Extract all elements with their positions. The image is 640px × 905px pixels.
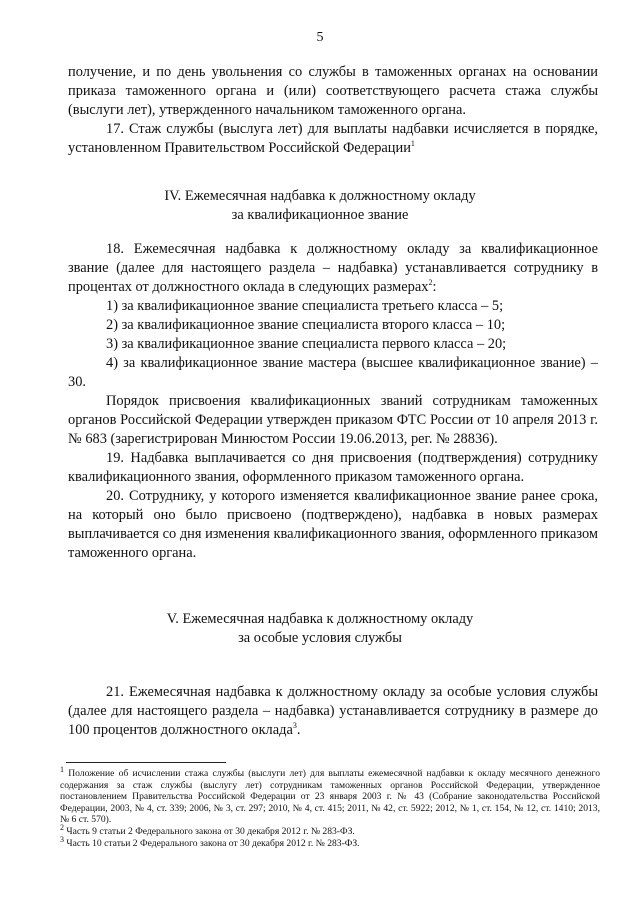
paragraph-19: 19. Надбавка выплачивается со дня присвоения (подтверждения) сотруднику квалификационного звания, оформленного приказом таможенного органа. — [68, 450, 598, 485]
text-block-section-v — [68, 683, 598, 740]
section-iv-title-line1: IV. Ежемесячная надбавка к должностному окладу — [164, 188, 476, 204]
paragraph-20: 20. Сотруднику, у которого изменяется квалификационное звание ранее срока, на который оно было присвоено (подтверждено), надбавка в новых размерах выплачивается со дня изменения квалификационного звания, оформленного приказом таможенного органа. — [68, 488, 598, 561]
footnotes — [60, 764, 600, 849]
footnote-3: $^3$ Часть 10 статьи 2 Федерального закона от 30 декабря 2012 г. № 283-ФЗ. — [60, 834, 360, 849]
section-v-title-line2: за особые условия службы — [238, 630, 402, 646]
footnote-divider — [66, 762, 226, 763]
footnote-ref-3: 3 — [292, 721, 297, 731]
footnote-3-mark: 3 — [60, 834, 64, 844]
footnote-ref-2: 2 — [428, 278, 433, 288]
list-item-3: 3) за квалификационное звание специалиста первого класса – 20; — [106, 336, 507, 352]
list-item-4: 4) за квалификационное звание мастера (высшее квалификационное звание) – 30. — [68, 355, 598, 390]
footnote-2: $^2$ Часть 9 статьи 2 Федерального закона от 30 декабря 2012 г. № 283-ФЗ. — [60, 822, 355, 837]
text-block-section-iv — [68, 240, 598, 563]
section-v-title-line1: V. Ежемесячная надбавка к должностному окладу — [166, 611, 474, 627]
paragraph-21: 21. Ежемесячная надбавка к должностному окладу за особые условия службы (далее для настоящего раздела – надбавка) устанавливается сотруднику в размере до 100 процентов должностного оклада$^3$. — [68, 684, 598, 738]
paragraph-continuation: получение, и по день увольнения со службы в таможенных органах на основании приказа таможенного органа и (или) соответствующего расчета стажа службы (выслуги лет), утвержденного начальником таможенного органа. — [68, 64, 598, 118]
page-number: 5 — [316, 30, 324, 45]
footnote-1-mark: 1 — [60, 764, 64, 774]
footnote-ref-1: 1 — [410, 139, 415, 149]
footnote-1: $^1$ Положение об исчислении стажа службы (выслуги лет) для выплаты ежемесячной надбавки к окладу месячного денежного содержания за стаж службы (выслугу лет) сотрудникам таможенных органов Российской Федерации, утвержденное постановлением Правительства Российской Федерации от 23 января 2003 г. № 43 (Собрание законодательства Российской Федерации, 2003, № 4, ст. 339; 2006, № 3, ст. 297; 2010, № 4, ст. 415; 2011, № 42, ст. 5922; 2012, № 1, ст. 154, № 12, ст. 1410; 2013, № 6 ст. 570). — [60, 764, 600, 826]
list-item-1: 1) за квалификационное звание специалиста третьего класса – 5; — [106, 298, 504, 314]
paragraph-17: 17. Стаж службы (выслуга лет) для выплаты надбавки исчисляется в порядке, установленном Правительством Российской Федерации$^1$ — [68, 121, 598, 156]
section-iv-heading — [0, 187, 640, 225]
list-item-2: 2) за квалификационное звание специалиста второго класса – 10; — [106, 317, 506, 333]
section-iv-title-line2: за квалификационное звание — [231, 207, 409, 223]
footnote-2-mark: 2 — [60, 822, 64, 832]
paragraph-order: Порядок присвоения квалификационных званий сотрудникам таможенных органов Российской Федерации утвержден приказом ФТС России от 10 апреля 2013 г. № 683 (зарегистрирован Минюстом России 19.06.2013, рег. № 28836). — [68, 393, 598, 447]
text-block-top — [68, 63, 598, 158]
paragraph-18: 18. Ежемесячная надбавка к должностному окладу за квалификационное звание (далее для настоящего раздела – надбавка) устанавливается сотруднику в процентах от должностного оклада в следующих размерах$^2$: — [68, 241, 598, 295]
section-v-heading — [0, 610, 640, 648]
